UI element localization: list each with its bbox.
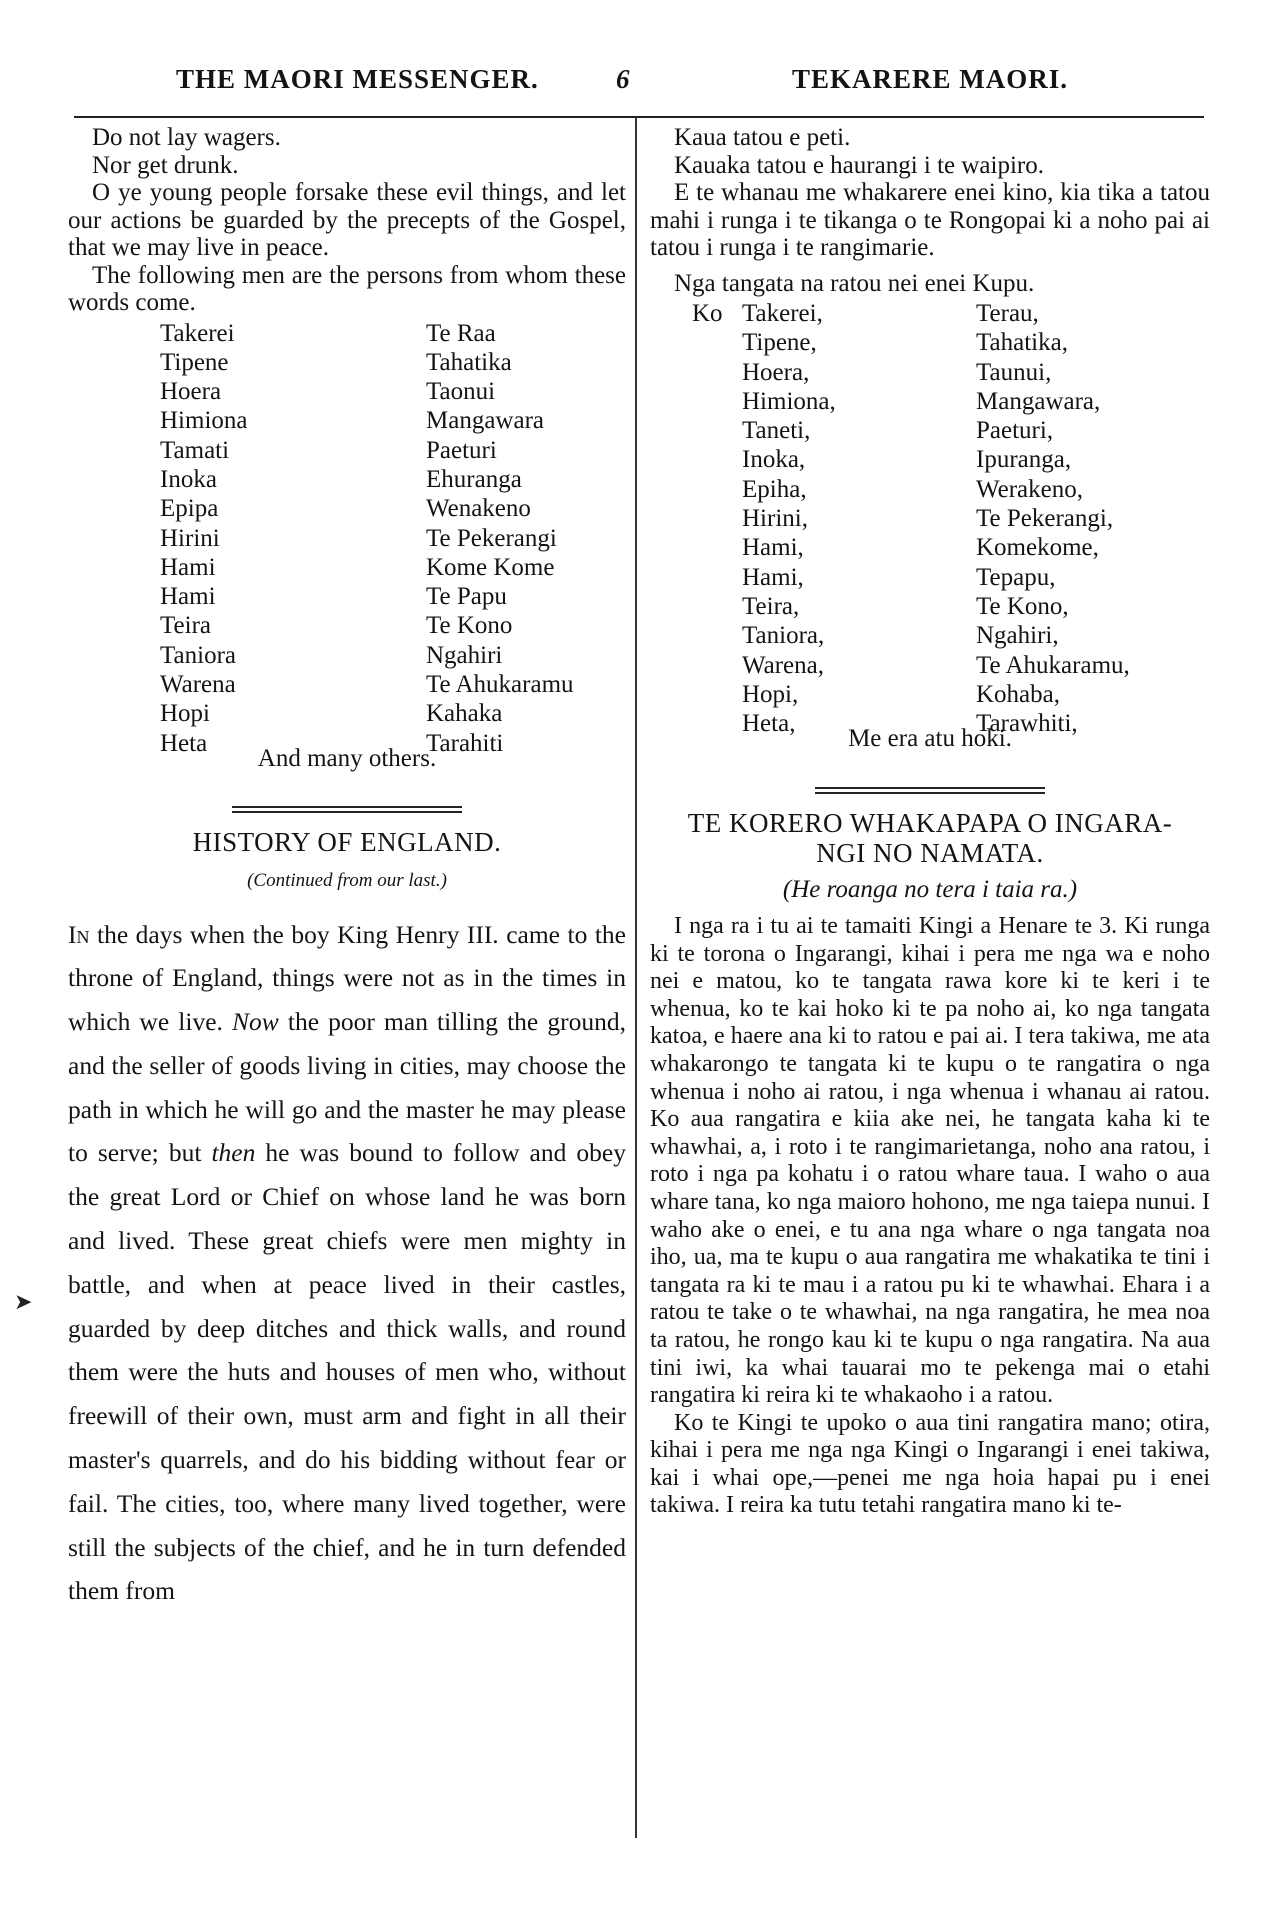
signatory-name: Heta	[160, 729, 208, 757]
signatory-name: Tahatika	[426, 348, 512, 376]
signatory-name: Tamati	[160, 436, 230, 464]
signatory-name: Mangawara	[426, 407, 544, 435]
signatory-name: Hami,	[742, 563, 804, 591]
signatory-column-b	[976, 299, 1130, 738]
signatory-name: Takerei	[160, 319, 235, 347]
signatory-name: Warena	[160, 671, 236, 699]
signatory-name: Tahatika,	[976, 329, 1068, 357]
list-trailer: And many others.	[257, 744, 437, 772]
signatory-name: Komekome,	[976, 534, 1099, 562]
signatory-name: Te Raa	[426, 319, 496, 347]
signatory-name: Kahaka	[426, 700, 503, 728]
signatory-name: Hami	[160, 583, 216, 611]
signatory-name: Taniora,	[742, 622, 825, 650]
section-separator	[815, 787, 1045, 794]
intro-line: Do not lay wagers.	[92, 124, 281, 151]
page-number: 6	[616, 64, 631, 94]
exhortation-paragraph: E te whanau me whakarere enei kino, kia tika a tatou mahi i runga i te tikanga o te Rongopai ki a noho pai ai tatou i runga i te rangimarie.	[650, 179, 1210, 261]
signatory-name: Terau,	[976, 300, 1039, 327]
signatory-name: Tepapu,	[976, 563, 1056, 591]
signatory-name: Te Pekerangi,	[976, 505, 1114, 533]
history-title	[650, 808, 1210, 868]
signatory-name: Tarawhiti,	[976, 710, 1078, 738]
signatory-name: Wenakeno	[426, 495, 531, 523]
signatory-name: Hopi	[160, 700, 210, 728]
signatory-name: Taniora	[160, 641, 236, 669]
signatory-name: Teira,	[742, 592, 800, 620]
signatory-name: Kohaba,	[976, 680, 1060, 708]
intro-line: Kauaka tatou e haurangi i te waipiro.	[674, 151, 1044, 179]
history-text: he was bound to follow and obey the great Lord or Chief on whose land he was born and lived. These great chiefs were men mighty in battle, and when at peace lived in their castles, guarded by deep ditches and thick walls, and round them were the huts and houses of men who, without freewill of their own, must arm and fight in all their master's quarrels, and do his bidding without fear or fail. The cities, too, where many lived together, were still the subjects of the chief, and he in turn defended them from	[68, 1138, 626, 1606]
signatory-name: Hami	[160, 553, 216, 581]
signatory-name: Tarahiti	[426, 729, 504, 757]
signatory-name: Epiha,	[742, 475, 807, 503]
maori-column	[650, 124, 1210, 1520]
intro-line: Kaua tatou e peti.	[674, 124, 851, 151]
signatory-name: Inoka	[160, 465, 217, 493]
page-header	[80, 58, 1200, 98]
signatory-name: Taneti,	[742, 417, 811, 445]
signatory-column-a	[160, 319, 248, 758]
following-line: Nga tangata na ratou nei enei Kupu.	[674, 269, 1035, 297]
section-separator	[232, 806, 462, 813]
exhortation-paragraph: O ye young people forsake these evil things, and let our actions be guarded by the precepts of the Gospel, that we may live in peace.	[68, 179, 626, 261]
signatory-name: Werakeno,	[976, 475, 1083, 503]
list-trailer: Me era atu hoki.	[848, 725, 1012, 752]
history-subtitle: (He roanga no tera i taia ra.)	[782, 875, 1078, 903]
header-english-title: THE MAORI MESSENGER.	[176, 64, 539, 94]
signatory-name: Epipa	[160, 495, 219, 523]
signatory-name: Warena,	[742, 651, 824, 679]
signatory-name: Kome Kome	[426, 553, 555, 581]
margin-mark-icon: ➤	[14, 1290, 33, 1315]
history-paragraph: Ko te Kingi te upoko o aua tini rangatira mano; otira, kihai i pera me nga nga Kingi o Ingarangi i enei takiwa, kai i whai ope,—penei me nga hoia hapai pu i enei takiwa. I reira ka tutu tetahi rangatira mano ki te-	[650, 1409, 1210, 1519]
signatory-name: Te Ahukaramu	[426, 671, 574, 699]
signatory-name: Hoera	[160, 378, 222, 406]
history-emphasis: Now	[232, 1007, 279, 1037]
signatory-name: Hami,	[742, 534, 804, 562]
signatory-name: Te Papu	[426, 583, 507, 611]
signatory-name: Ehuranga	[426, 465, 522, 493]
signatory-list	[650, 299, 1210, 738]
signatory-name: Inoka,	[742, 446, 806, 474]
signatory-name: Te Kono	[426, 612, 513, 640]
signatory-name: Teira	[160, 612, 211, 640]
signatory-name: Ngahiri	[426, 641, 503, 669]
signatory-name: Ngahiri,	[976, 622, 1059, 650]
following-line: The following men are the persons from whom these words come.	[68, 261, 626, 316]
signatory-name: Takerei,	[742, 300, 823, 327]
history-paragraph: I nga ra i tu ai te tamaiti Kingi a Henare te 3. Ki runga ki te torona o Ingarangi, kihai i pera me nga wa e noho nei e matou, ko te tangata rawa kore ki te keri i te whenua, ko te kai hoko ki te pa noho ai, ko nga tangata katoa, e haere ana ki to ratou e pai ai. I tera takiwa, me ata whakarongo te tangata ki te kupu o te rangatira o nga whenua i noho ai ratou, i nga whenua i whanau ai ratou. Ko aua rangatira e kiia ake nei, he tangata kaha ki te whawhai, a, i roto i te rangimarietanga, noho ana ratou, i roto i nga pa kohatu i o ratou whare taua. I waho o aua whare tana, ko nga maioro hohono, me nga taiepa nunui. I waho ake o enei, e tu ana nga whare o nga tangata noa iho, ua, ma te kupu o aua rangatira me whakatika te tini i tangata ra ki te mau i a ratou pu ki te whawhai. Ehara i a ratou te take o te whawhai, na nga rangatira, he mea noa ta ratou, he rongo kau ki te kupu o nga rangatira. Na aua tini iwi, ka whai tauarai mo te pekenga mai o etahi rangatira ki reira ki te whakaoho i a ratou.	[650, 913, 1210, 1409]
history-text: the poor man tilling the ground, and the seller of goods living in cities, may choose the path in which he will go and the master he may please to serve; but	[68, 1007, 626, 1168]
signatory-name: Taonui	[426, 378, 496, 406]
history-subtitle: (Continued from our last.)	[247, 870, 447, 891]
english-column	[68, 124, 626, 1613]
signatory-name: Heta,	[742, 710, 796, 738]
signatory-name: Hirini,	[742, 505, 808, 533]
signatory-name: Te Ahukaramu,	[976, 651, 1130, 679]
history-text: the days when the boy King Henry III. came to the throne of England, things were not as in the times in which we live.	[68, 919, 626, 1037]
header-rule	[74, 116, 1204, 118]
signatory-name: Te Pekerangi	[426, 524, 557, 552]
signatory-name: Hopi,	[742, 680, 799, 708]
signatory-name: Himiona	[160, 407, 248, 435]
history-title-line: NGI NO NAMATA.	[816, 837, 1044, 868]
signatory-name: Ipuranga,	[976, 446, 1072, 474]
signatory-column-b	[426, 319, 574, 758]
signatory-name: Taunui,	[976, 358, 1052, 386]
history-title: HISTORY OF ENGLAND.	[192, 827, 502, 857]
intro-line: Nor get drunk.	[92, 151, 239, 179]
signatory-name: Te Kono,	[976, 592, 1069, 620]
history-emphasis: then	[211, 1138, 256, 1168]
header-maori-title: TEKARERE MAORI.	[792, 64, 1069, 94]
signatory-column-a	[742, 299, 836, 738]
ko-prefix: Ko	[692, 300, 723, 327]
signatory-list	[68, 319, 626, 757]
signatory-name: Hoera,	[742, 358, 810, 386]
column-divider	[635, 118, 637, 1838]
signatory-name: Hirini	[160, 524, 220, 552]
signatory-name: Tipene,	[742, 329, 817, 357]
history-article	[68, 913, 626, 1614]
signatory-name: Tipene	[160, 348, 229, 376]
history-title-line: TE KORERO WHAKAPAPA O INGARA-	[687, 807, 1173, 838]
signatory-name: Mangawara,	[976, 387, 1101, 415]
signatory-name: Himiona,	[742, 387, 836, 415]
signatory-name: Paeturi	[426, 436, 497, 464]
signatory-name: Paeturi,	[976, 417, 1054, 445]
history-dropcap: In	[68, 919, 90, 949]
